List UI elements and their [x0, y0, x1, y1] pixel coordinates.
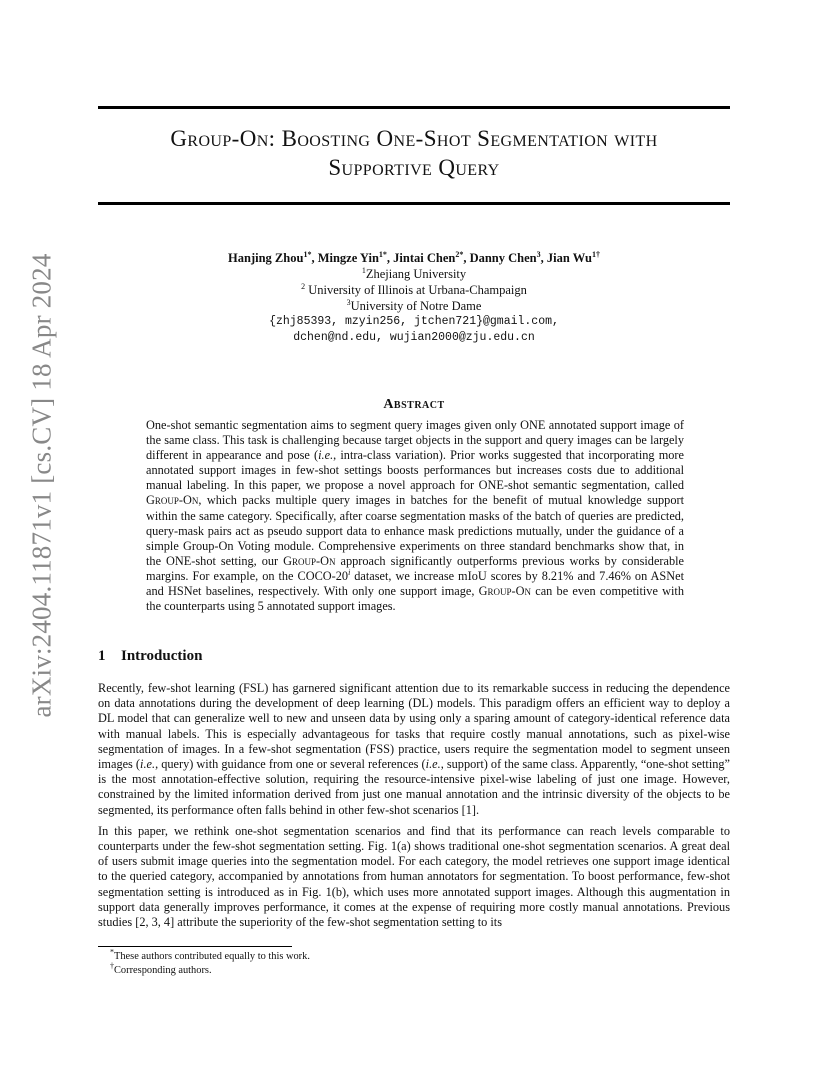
paper-title — [98, 124, 730, 182]
author-affiliation-mark: 2* — [455, 249, 464, 259]
title-line-1: Group-On: Boosting One-Shot Segmentation with — [170, 126, 658, 151]
method-name: Group-On — [146, 493, 199, 508]
footnote-rule — [98, 946, 292, 947]
section-heading-introduction — [98, 648, 202, 665]
affiliation-2: $^2$ University of Illinois at Urbana-Champaign — [301, 281, 527, 297]
footnote-2: †Corresponding authors. — [110, 961, 212, 976]
author-affiliation-mark: 3 — [536, 249, 541, 259]
intro-paragraph-1: Recently, few-shot learning (FSL) has garnered significant attention due to its remarkable success in reducing the dependence on data annotations during the development of deep learning (DL) models. This paradigm offers an efficient way to deploy a DL model that can generalize well to new and unseen data by using only a sparing amount of category-identical reference data with manual labels. This is especially advantageous for tasks that require costly manual annotations, such as pixel-wise segmentation of images. In a few-shot segmentation (FSS) practice, users require the segmentation model to segment unseen images (i.e., query) with guidance from one or several references (i.e., support) of the same class. Apparently, “one-shot setting” is the most annotation-effective solution, requiring the resource-intensive pixel-wise labeling of just one image. However, constrained by the limited information derived from just one manual annotation and the intrinsic diversity of the objects to be segmented, its performance often falls behind in other few-shot scenarios [1]. — [98, 681, 730, 817]
affiliation-1: $^1$Zhejiang University — [361, 265, 467, 281]
footnotes — [110, 947, 710, 978]
abstract-paragraph: One-shot semantic segmentation aims to segment query images given only ONE annotated support image of the same class. This task is challenging because target objects in the support and query images can be largely different in appearance and pose (i.e., intra-class variation). Prior works suggested that incorporating more annotated support images in few-shot settings boosts performances but increases costs due to additional manual labeling. In this paper, we propose a novel approach for ONE-shot semantic segmentation, called Group-On, which packs multiple query images in batches for the benefit of mutual knowledge support within the same category. Specifically, after coarse segmentation masks of the batch of queries are predicted, query-mask pairs act as pseudo support data to enhance mask predictions mutually, under the guidance of a simple Group-On Voting module. Comprehensive experiments on three standard benchmarks show that, in the ONE-shot setting, our Group-On approach significantly outperforms previous works by considerable margins. For example, on the COCO-20$^i$ dataset, we increase mIoU scores by 8.21% and 7.46% on ASNet and HSNet baselines, respectively. With only one support image, Group-On can be even competitive with the counterparts using 5 annotated support images. — [146, 418, 684, 614]
author-affiliation-mark: 1* — [303, 249, 312, 259]
method-name: Group-On — [283, 553, 336, 568]
author-affiliation-mark: 1* — [378, 249, 387, 259]
author-block — [98, 250, 730, 346]
abstract-body — [146, 418, 684, 614]
section-number: 1 — [98, 648, 106, 664]
arxiv-stamp — [22, 252, 62, 718]
email-line-1: {zhj85393, mzyin256, jtchen721}@gmail.com, — [269, 315, 559, 328]
footnote-1: *These authors contributed equally to this work. — [110, 947, 310, 962]
author-name: Jintai Chen — [393, 251, 456, 265]
title-rule-top — [98, 106, 730, 109]
author-affiliation-mark: 1† — [591, 249, 600, 259]
arxiv-id-text: arXiv:2404.11871v1 [cs.CV] 18 Apr 2024 — [26, 252, 57, 718]
author-list: Hanjing Zhou$^{1*}$, Mingze Yin$^{1*}$, Jintai Chen$^{2*}$, Danny Chen$^3$, Jian $Wu^{1\dagger}$ — [228, 249, 600, 265]
email-line-2: dchen@nd.edu, wujian2000@zju.edu.cn — [293, 331, 535, 344]
author-name: Danny Chen — [469, 251, 537, 265]
section-title: Introduction — [121, 648, 203, 664]
introduction-body — [98, 681, 730, 936]
author-name: Jian Wu — [546, 251, 592, 265]
title-line-2: Supportive Query — [328, 155, 500, 180]
author-name: Mingze Yin — [317, 251, 379, 265]
abstract-heading: Abstract — [383, 397, 445, 412]
affiliation-3: $^3$University of Notre Dame — [346, 297, 482, 313]
intro-paragraph-2: In this paper, we rethink one-shot segmentation scenarios and find that its performance can reach levels comparable to counterparts under the few-shot segmentation setting. Fig. 1(a) shows traditional one-shot segmentation scenarios. A great deal of users submit image queries into the segmentation model. For each category, the model retrieves one support image identical to the queried category, accompanied by annotations from human annotators for segmentation. To boost performance, few-shot segmentation setting is introduced as in Fig. 1(b), which uses more annotated support images. Although this augmentation in support data generally improves performance, it comes at the expense of requiring more costly manual annotations. Previous studies [2, 3, 4] attribute the superiority of the few-shot segmentation setting to its — [98, 823, 730, 930]
method-name: Group-On — [478, 584, 532, 599]
author-name: Hanjing Zhou — [228, 251, 304, 265]
title-rule-bottom — [98, 202, 730, 205]
